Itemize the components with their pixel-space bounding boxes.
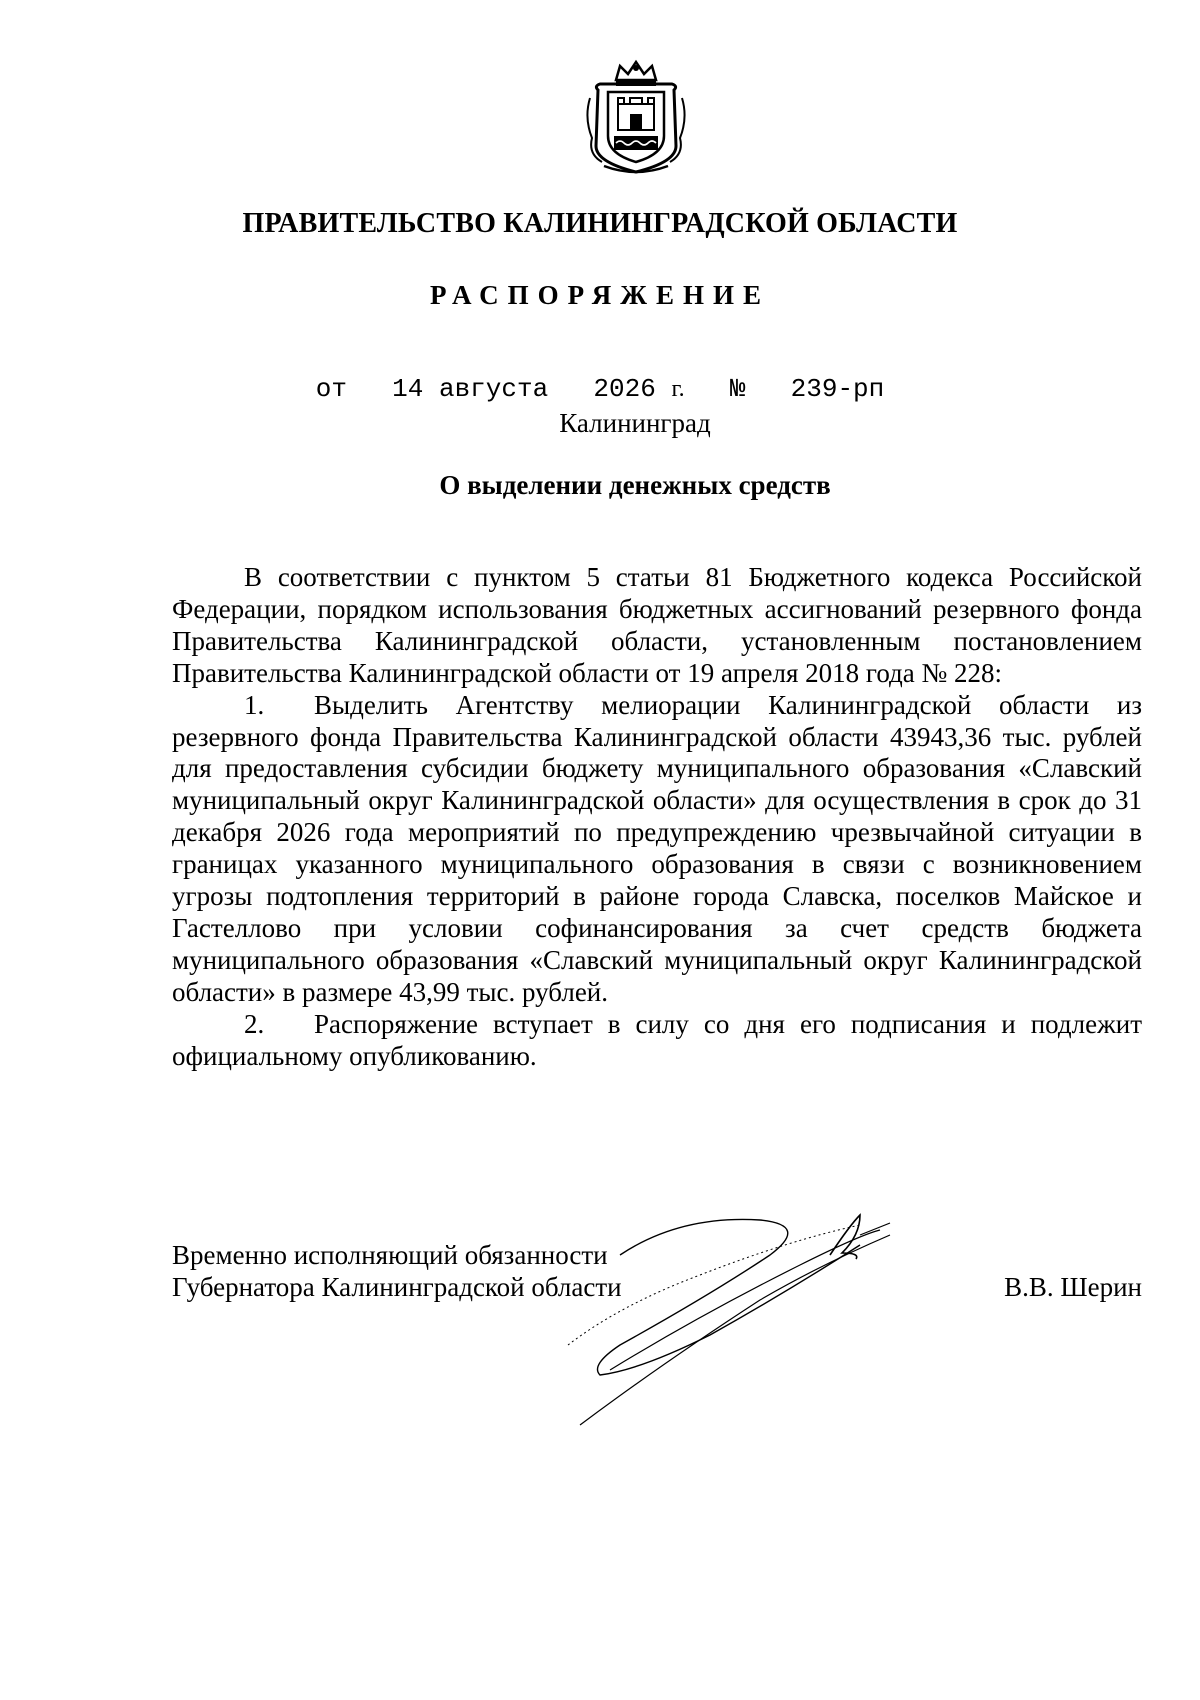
item-number: 1. bbox=[244, 689, 265, 720]
item-text: Выделить Агентству мелиорации Калининградской области из резервного фонда Правительства Калининградской области 43943,36 тыс. рублей для предоставления субсидии бюджету муниципального образования «Славский муниципальный округ Калининградской области» для осуществления в срок до 31 декабря 2026 года мероприятий по предупреждению чрезвычайной ситуации в границах указанного муниципального образования в связи с возникновением угрозы подтопления территорий в районе города Славска, поселков Майское и Гастеллово при условии софинансирования за счет средств бюджета муниципального образования «Славский муниципальный округ Калининградской области» в размере 43,99 тыс. рублей. bbox=[172, 689, 1142, 1007]
position-line: Губернатора Калининградской области bbox=[172, 1272, 622, 1302]
document-date: 14 августа bbox=[392, 374, 549, 404]
document-type: РАСПОРЯЖЕНИЕ bbox=[429, 280, 771, 310]
document-subject: О выделении денежных средств bbox=[439, 470, 831, 500]
document-number: 239-рп bbox=[790, 374, 885, 404]
handwritten-signature bbox=[560, 1195, 960, 1445]
city-name: Калининград bbox=[559, 408, 711, 438]
signatory-name: В.В. Шерин bbox=[1004, 1272, 1142, 1302]
item-number: 2. bbox=[244, 1008, 265, 1039]
position-line: Временно исполняющий обязанности bbox=[172, 1240, 608, 1270]
organization-name: ПРАВИТЕЛЬСТВО КАЛИНИНГРАДСКОЙ ОБЛАСТИ bbox=[242, 208, 958, 239]
item-text: Распоряжение вступает в силу со дня его подписания и подлежит официальному опубликованию. bbox=[172, 1008, 1142, 1071]
number-sign: № bbox=[729, 374, 746, 404]
list-item bbox=[172, 1009, 1142, 1073]
preamble-paragraph: В соответствии с пунктом 5 статьи 81 Бюджетного кодекса Российской Федерации, порядком использования бюджетных ассигнований резервного фонда Правительства Калининградской области, установленным постановлением Правительства Калининградской области от 19 апреля 2018 года № 228: bbox=[172, 562, 1142, 688]
coat-of-arms-icon bbox=[580, 58, 692, 176]
date-number-line bbox=[0, 374, 1200, 404]
date-prefix: от bbox=[315, 374, 347, 404]
list-item bbox=[172, 690, 1142, 1009]
signatory-position bbox=[172, 1239, 622, 1303]
year-suffix: г. bbox=[671, 376, 685, 402]
document-year: 2026 bbox=[593, 374, 656, 404]
document-body bbox=[172, 562, 1142, 1073]
